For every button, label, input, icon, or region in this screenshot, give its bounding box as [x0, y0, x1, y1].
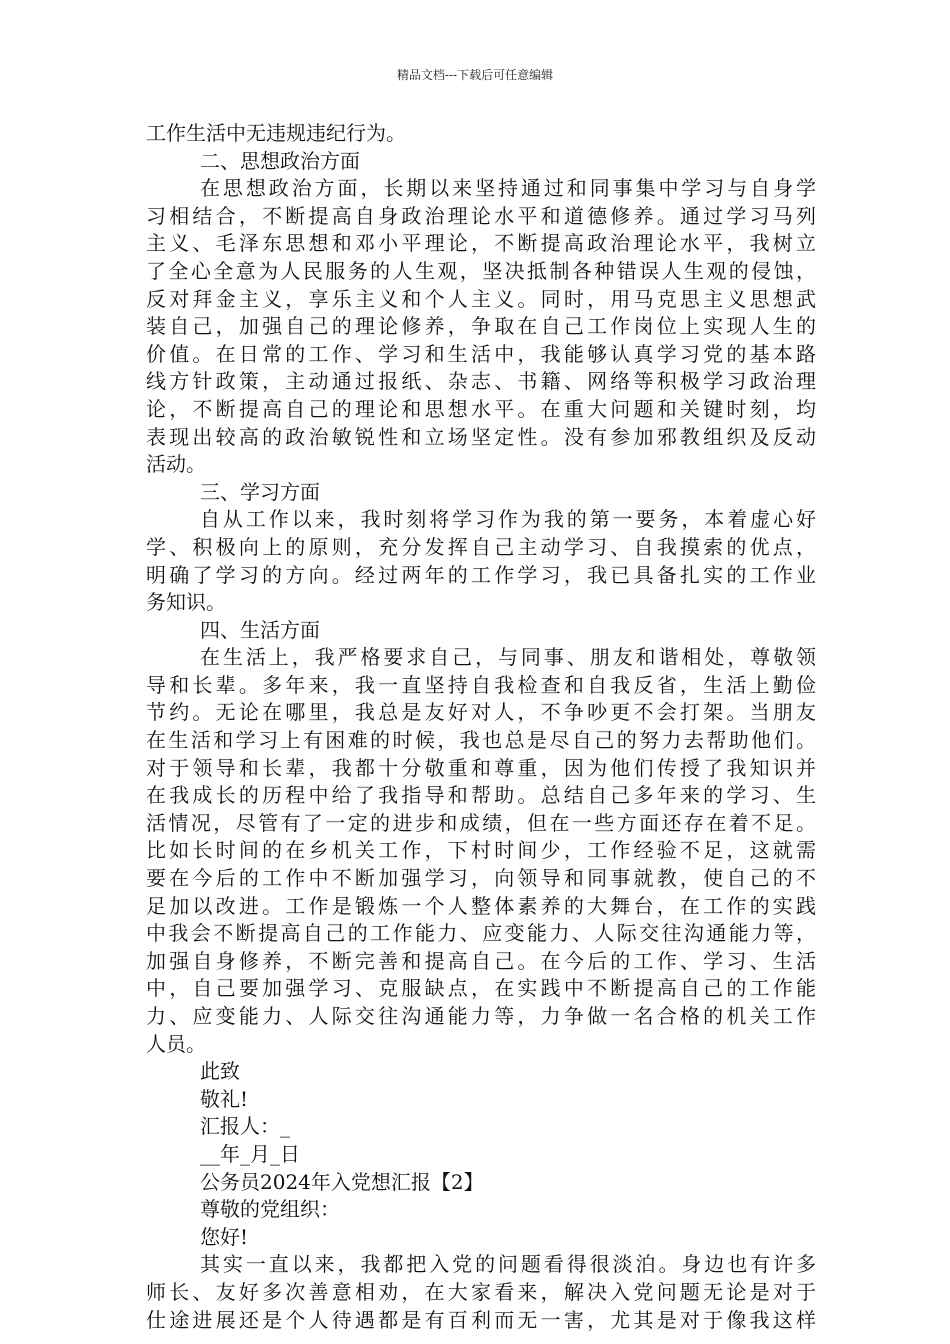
- text-line: 汇报人：_: [200, 1114, 290, 1139]
- text-line: 比如长时间的在乡机关工作，下村时间少，工作经验不足，这就需: [146, 838, 816, 863]
- text-line: 在思想政治方面，长期以来坚持通过和同事集中学习与自身学: [200, 176, 816, 201]
- text-line: 中，自己要加强学习、克服缺点，在实践中不断提高自己的工作能: [146, 976, 816, 1001]
- text-line: 务知识。: [146, 590, 226, 615]
- text-line: 学、积极向上的原则，充分发挥自己主动学习、自我摸索的优点，: [146, 534, 816, 559]
- text-line: 在生活上，我严格要求自己，与同事、朋友和谐相处，尊敬领: [200, 645, 816, 670]
- text-line: 表现出较高的政治敏锐性和立场坚定性。没有参加邪教组织及反动: [146, 424, 816, 449]
- text-line: 三、学习方面: [200, 479, 320, 504]
- text-line: 其实一直以来，我都把入党的问题看得很淡泊。身边也有许多: [200, 1252, 816, 1277]
- text-line: 活情况，尽管有了一定的进步和成绩，但在一些方面还存在着不足。: [146, 810, 816, 835]
- text-line: 对于领导和长辈，我都十分敬重和尊重，因为他们传授了我知识并: [146, 755, 816, 780]
- text-line: 主义、毛泽东思想和邓小平理论，不断提高政治理论水平，我树立: [146, 231, 816, 256]
- text-line: 四、生活方面: [200, 617, 320, 642]
- text-line: 节约。无论在哪里，我总是友好对人，不争吵更不会打架。当朋友: [146, 700, 816, 725]
- text-line: 您好!: [200, 1224, 249, 1249]
- text-line: 线方针政策，主动通过报纸、杂志、书籍、网络等积极学习政治理: [146, 369, 816, 394]
- text-line: 价值。在日常的工作、学习和生活中，我能够认真学习党的基本路: [146, 341, 816, 366]
- text-line: 二、思想政治方面: [200, 148, 360, 173]
- text-line: __年_月_日: [200, 1141, 300, 1166]
- text-line: 师长、友好多次善意相劝，在大家看来，解决入党问题无论是对于: [146, 1279, 816, 1304]
- text-line: 工作生活中无违规违纪行为。: [146, 121, 406, 145]
- text-line: 仕途进展还是个人待遇都是有百利而无一害，尤其是对于像我这样: [146, 1307, 816, 1332]
- text-line: 习相结合，不断提高自身政治理论水平和道德修养。通过学习马列: [146, 203, 816, 228]
- text-line: 装自己，加强自己的理论修养，争取在自己工作岗位上实现人生的: [146, 314, 816, 339]
- text-line: 明确了学习的方向。经过两年的工作学习，我已具备扎实的工作业: [146, 562, 816, 587]
- text-line: 尊敬的党组织：: [200, 1197, 340, 1222]
- page-header: 精品文档---下载后可任意编辑: [396, 68, 554, 82]
- text-line: 敬礼!: [200, 1086, 249, 1111]
- text-line: 此致: [200, 1059, 240, 1084]
- text-line: 公务员2024年入党想汇报【2】: [200, 1169, 484, 1194]
- text-line: 了全心全意为人民服务的人生观，坚决抵制各种错误人生观的侵蚀，: [146, 258, 816, 283]
- text-line: 论，不断提高自己的理论和思想水平。在重大问题和关键时刻，均: [146, 396, 816, 421]
- text-line: 人员。: [146, 1031, 206, 1056]
- text-line: 在生活和学习上有困难的时候，我也总是尽自己的努力去帮助他们。: [146, 728, 816, 753]
- text-line: 足加以改进。工作是锻炼一个人整体素养的大舞台，在工作的实践: [146, 893, 816, 918]
- text-line: 反对拜金主义，享乐主义和个人主义。同时，用马克思主义思想武: [146, 286, 816, 311]
- text-line: 加强自身修养，不断完善和提高自己。在今后的工作、学习、生活: [146, 948, 816, 973]
- text-line: 活动。: [146, 452, 206, 477]
- text-line: 在我成长的历程中给了我指导和帮助。总结自己多年来的学习、生: [146, 783, 816, 808]
- text-line: 自从工作以来，我时刻将学习作为我的第一要务，本着虚心好: [200, 507, 816, 532]
- text-line: 要在今后的工作中不断加强学习，向领导和同事就教，使自己的不: [146, 866, 816, 891]
- text-line: 导和长辈。多年来，我一直坚持自我检查和自我反省，生活上勤俭: [146, 672, 816, 697]
- text-line: 力、应变能力、人际交往沟通能力等，力争做一名合格的机关工作: [146, 1004, 816, 1028]
- document-body: [146, 120, 816, 1334]
- text-line: 中我会不断提高自己的工作能力、应变能力、人际交往沟通能力等，: [146, 921, 816, 946]
